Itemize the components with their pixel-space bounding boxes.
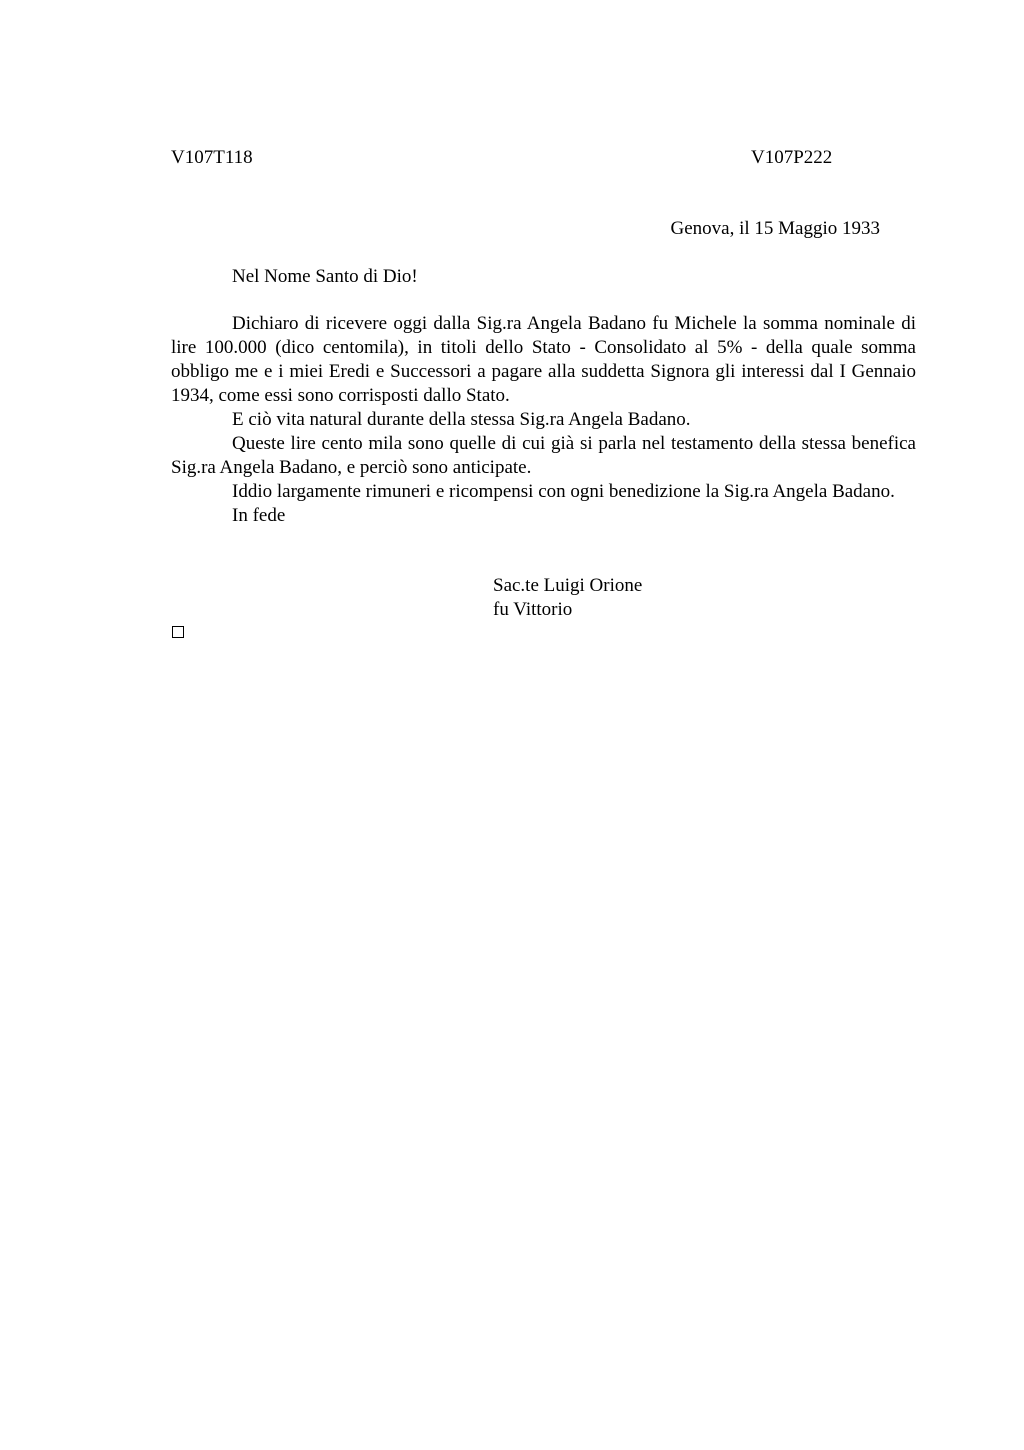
empty-box-glyph	[172, 626, 184, 638]
signature-block	[493, 574, 642, 622]
document-code-right: V107P222	[751, 147, 833, 168]
salutation: Nel Nome Santo di Dio!	[232, 266, 418, 287]
paragraph-testament: Queste lire cento mila sono quelle di cui già si parla nel testamento della stessa benefica Sig.ra Angela Badano, e perciò sono anticipate.	[171, 433, 916, 478]
signature-name: Sac.te Luigi Orione	[493, 575, 643, 596]
letter-body	[171, 312, 916, 528]
paragraph-lifetime: E ciò vita natural durante della stessa Sig.ra Angela Badano.	[232, 409, 691, 430]
signature-father: fu Vittorio	[493, 599, 573, 620]
document-code-left: V107T118	[171, 147, 253, 168]
paragraph-blessing: Iddio largamente rimuneri e ricompensi con ogni benedizione la Sig.ra Angela Badano.	[232, 481, 895, 502]
date-line: Genova, il 15 Maggio 1933	[670, 218, 880, 239]
paragraph-declaration: Dichiaro di ricevere oggi dalla Sig.ra Angela Badano fu Michele la somma nominale di lire 100.000 (dico centomila), in titoli dello Stato - Consolidato al 5% - della quale somma obbligo me e i miei Eredi e Successori a pagare alla suddetta Signora gli interessi dal I Gennaio 1934, come essi sono corrisposti dallo Stato.	[171, 313, 916, 406]
paragraph-in-fede: In fede	[232, 505, 286, 526]
